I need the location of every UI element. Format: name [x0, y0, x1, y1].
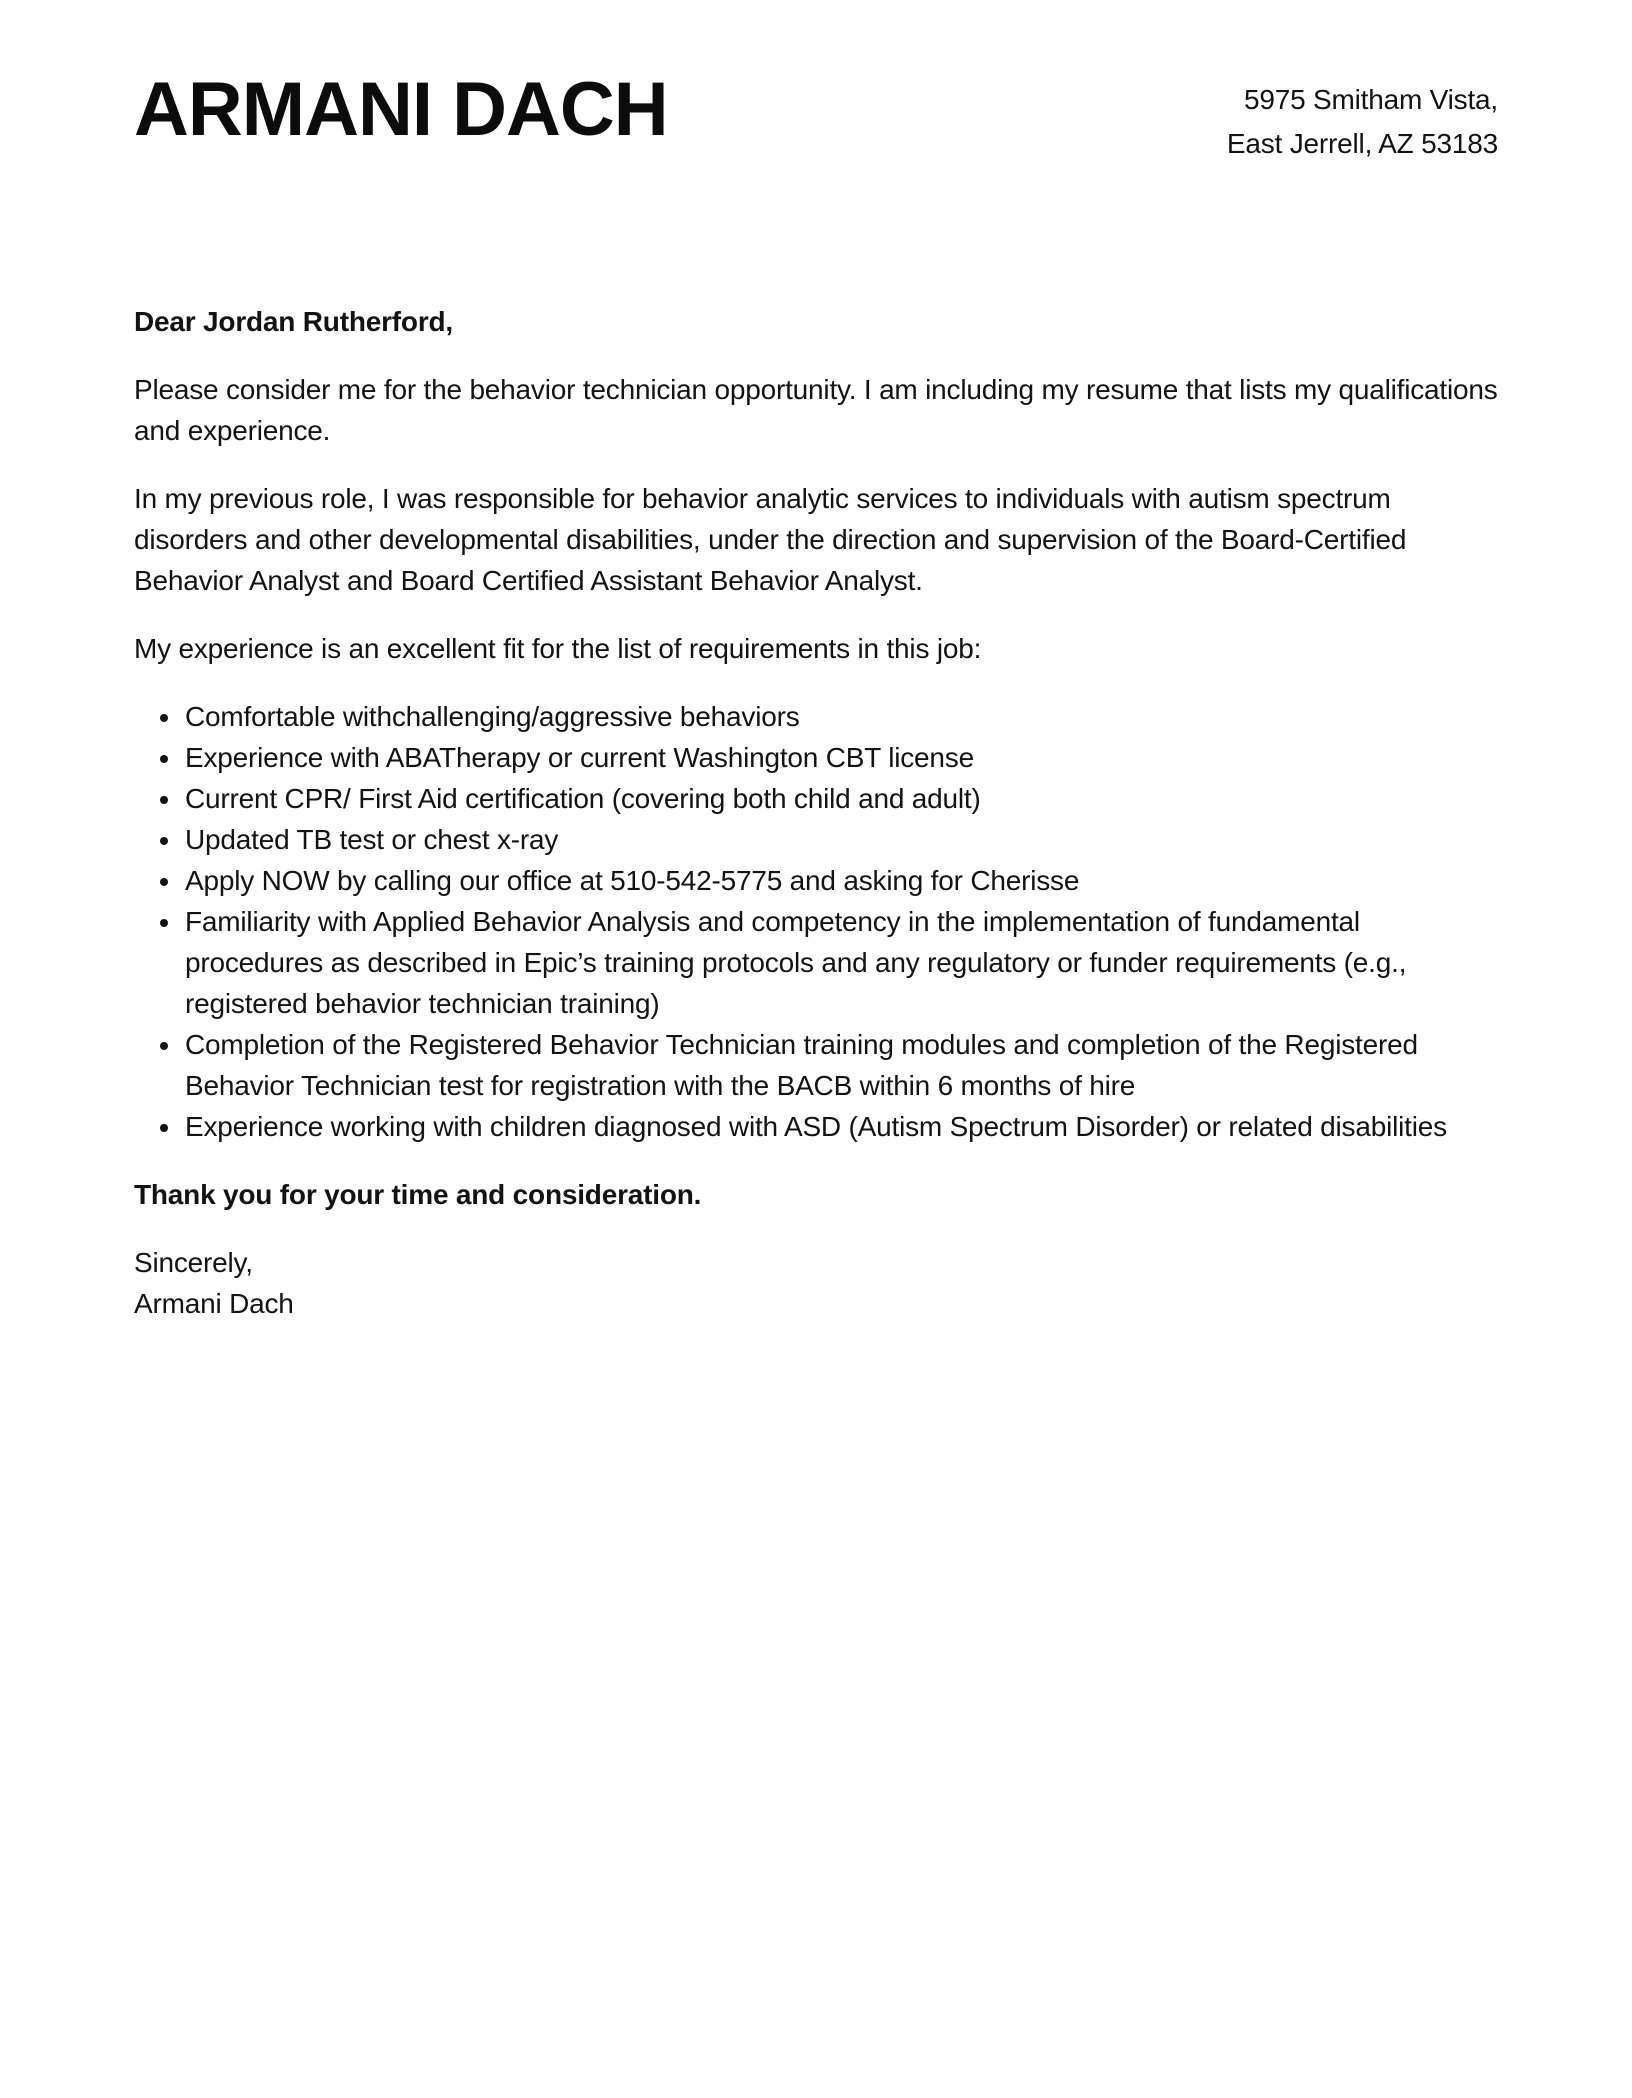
requirement-item: • Comfortable withchallenging/aggressive behaviors: [183, 696, 1498, 737]
sender-address: [1227, 78, 1498, 166]
requirement-item: • Completion of the Registered Behavior Technician training modules and completion of the Registered Behavior Technician test for registration with the BACB within 6 months of hire: [183, 1024, 1498, 1106]
paragraph-experience-fit: My experience is an excellent fit for the list of requirements in this job:: [134, 633, 982, 664]
requirement-item: • Updated TB test or chest x-ray: [183, 819, 1498, 860]
requirement-item: • Experience with ABATherapy or current Washington CBT license: [183, 737, 1498, 778]
requirement-item: • Experience working with children diagnosed with ASD (Autism Spectrum Disorder) or related disabilities: [183, 1106, 1498, 1147]
paragraph-intro: Please consider me for the behavior technician opportunity. I am including my resume that lists my qualifications and experience.: [134, 374, 1498, 446]
closing-line: Thank you for your time and consideration.: [134, 1179, 702, 1210]
paragraph-previous-role: In my previous role, I was responsible for behavior analytic services to individuals with autism spectrum disorders and other developmental disabilities, under the direction and supervision of the Board-Certified Behavior Analyst and Board Certified Assistant Behavior Analyst.: [134, 483, 1407, 596]
requirement-item: • Current CPR/ First Aid certification (covering both child and adult): [183, 778, 1498, 819]
address-line-2: East Jerrell, AZ 53183: [1226, 128, 1498, 159]
letter-body: [134, 301, 1498, 1324]
salutation: Dear Jordan Rutherford,: [134, 306, 453, 337]
signature-name: Armani Dach: [134, 1288, 294, 1319]
requirements-list: [134, 696, 1498, 1147]
requirement-item: • Apply NOW by calling our office at 510-542-5775 and asking for Cherisse: [183, 860, 1498, 901]
signoff: Sincerely,: [134, 1247, 253, 1278]
address-line-1: 5975 Smitham Vista,: [1243, 84, 1498, 115]
sender-name: ARMANI DACH: [134, 67, 668, 152]
letter-header: [134, 67, 1498, 166]
signature-block: [134, 1242, 1498, 1324]
requirement-item: • Familiarity with Applied Behavior Analysis and competency in the implementation of fundamental procedures as described in Epic’s training protocols and any regulatory or funder requirements (e.g., registered behavior technician training): [183, 901, 1498, 1024]
